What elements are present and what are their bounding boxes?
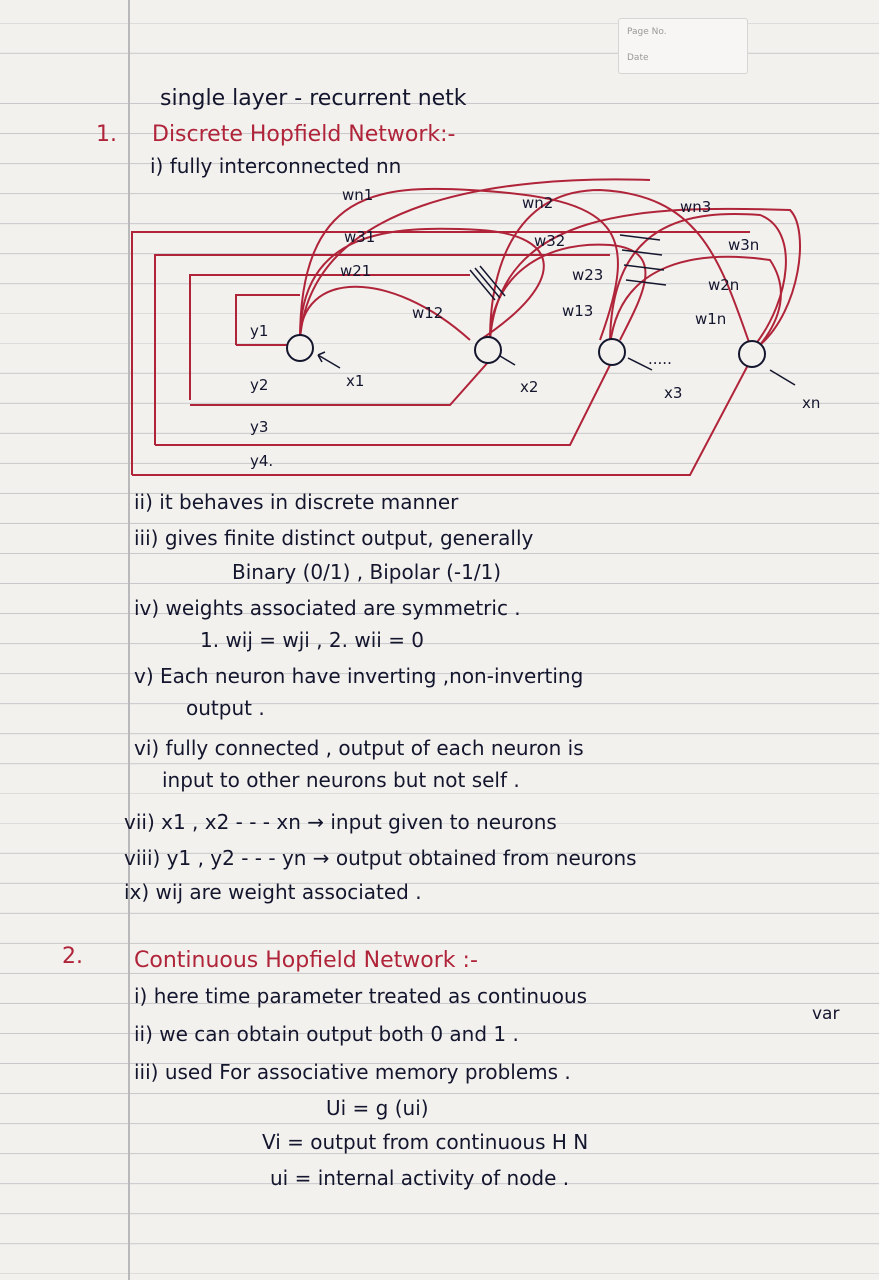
point-ix: ix) wij are weight associated . [124,880,422,904]
point-vi: vi) fully connected , output of each neuron is [134,736,584,760]
label-y3: y3 [250,418,269,436]
label-wn1: wn1 [342,186,374,204]
label-w13: w13 [562,302,594,320]
label-y4: y4. [250,452,274,470]
label-w32: w32 [534,232,566,250]
link-y2 [190,360,490,405]
label-wn2: wn2 [522,194,554,212]
section2-number: 2. [62,944,83,969]
arc-w32 [490,245,645,340]
s2-ui-def: ui = internal activity of node . [270,1166,570,1190]
arrow-xn [770,370,795,385]
point-iv: iv) weights associated are symmetric . [134,596,521,620]
s2-point-ii: ii) we can obtain output both 0 and 1 . [134,1022,519,1046]
point-v: v) Each neuron have inverting ,non-inverting [134,664,584,688]
point-iii-values: Binary (0/1) , Bipolar (-1/1) [232,560,502,584]
section1-heading: Discrete Hopfield Network:- [152,122,456,147]
arrow-x2 [500,356,515,365]
neuron-2 [475,337,501,363]
point-v-cont: output . [186,696,265,720]
section1-point-i: i) fully interconnected nn [150,154,402,178]
arc-w3n [610,257,781,345]
label-w31: w31 [344,228,376,246]
page-no-label: Page No. [627,27,667,37]
label-w3n: w3n [728,236,760,254]
input-arrows [318,352,795,385]
label-w2n: w2n [708,276,740,294]
point-viii: viii) y1 , y2 - - - yn → output obtained from neurons [124,846,637,870]
point-ii: ii) it behaves in discrete manner [134,490,459,514]
label-x2: x2 [520,378,539,396]
label-y1: y1 [250,322,269,340]
s2-vi-def: Vi = output from continuous H N [262,1130,589,1154]
s2-point-iii: iii) used For associative memory problems . [134,1060,571,1084]
point-iii: iii) gives finite distinct output, generally [134,526,534,550]
s2-equation: Ui = g (ui) [326,1096,429,1120]
label-dots: ..... [648,350,672,368]
link-y4 [132,365,748,475]
line-y3 [155,255,610,445]
neuron-n [739,341,765,367]
label-y2: y2 [250,376,269,394]
weight-labels [340,186,759,328]
neuron-3 [599,339,625,365]
neurons [287,335,765,367]
point-vii: vii) x1 , x2 - - - xn → input given to neurons [124,810,557,834]
section1-number: 1. [96,122,117,147]
label-w23: w23 [572,266,604,284]
s2-point-i-note: var [812,1004,840,1024]
label-w21: w21 [340,262,372,280]
page-title: single layer - recurrent netk [160,86,467,111]
label-x3: x3 [664,384,683,402]
arc-w21 [300,287,470,340]
label-w12: w12 [412,304,444,322]
neuron-1 [287,335,313,361]
line-y2 [190,275,470,400]
point-iv-rules: 1. wij = wji , 2. wii = 0 [200,628,425,652]
label-wn3: wn3 [680,198,712,216]
section2-heading: Continuous Hopfield Network :- [134,948,478,973]
arrow-x1 [318,352,340,368]
label-xn: xn [802,394,821,412]
s2-point-i: i) here time parameter treated as continuous [134,984,588,1008]
point-vi-cont: input to other neurons but not self . [162,768,520,792]
date-label: Date [627,53,649,63]
label-x1: x1 [346,372,365,390]
label-w1n: w1n [695,310,727,328]
